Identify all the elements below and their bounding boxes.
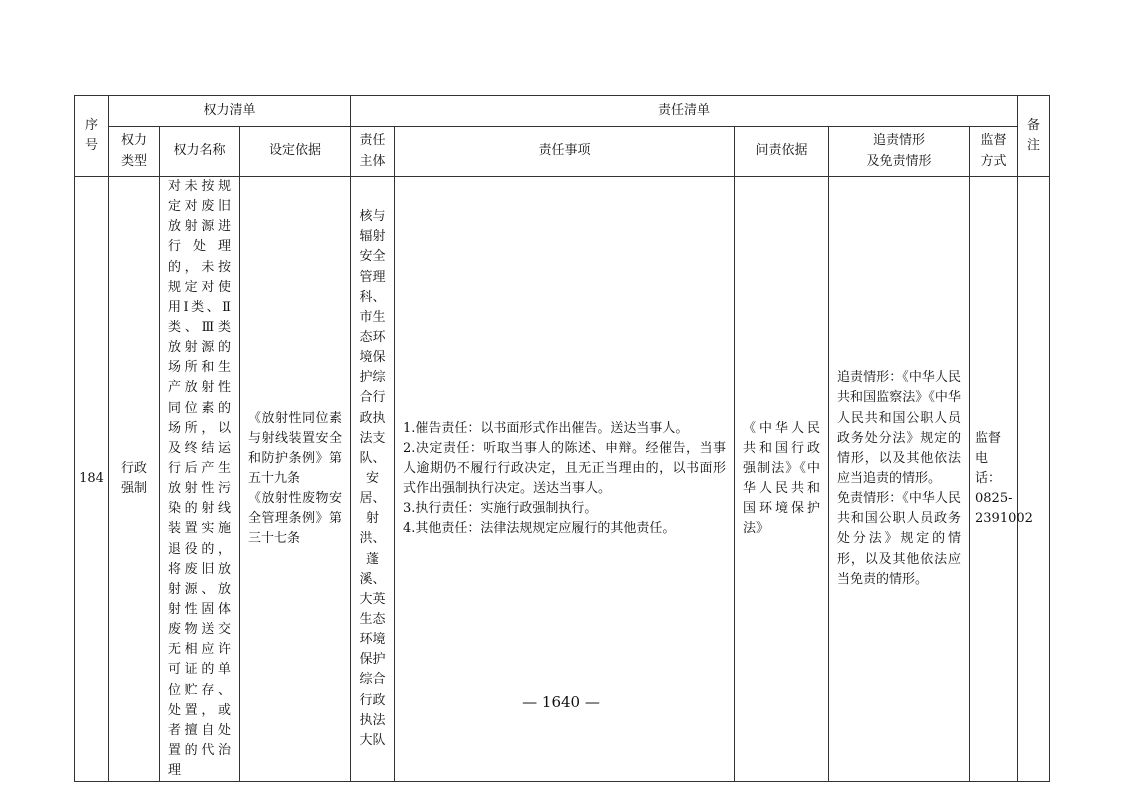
row-power-name: [160, 177, 240, 782]
header-seq: [75, 96, 109, 177]
header-responsibility-list: [351, 96, 1018, 127]
row-power-type: [109, 177, 160, 782]
page-number: — 1640 —: [522, 693, 600, 711]
header-remarks-label: 备 注: [1027, 117, 1041, 153]
row-power-name-value: 对未按规定对废旧放射源进行处理的，未按规定对使用Ⅰ类、Ⅱ类、Ⅲ类放射源的场所和生产放射性同位素的场所，以及终结运行后产生放射性污染的射线装置实施退役的，将废旧放射源、放射性固体废物送交无相应许可证的单位贮存、处置，或者擅自处置的代治理: [168, 179, 231, 779]
row-accountability-cases: [829, 177, 970, 782]
row-supervision-value: 监督 电话： 0825- 2391002: [975, 430, 1033, 527]
resp-item: 4.其他责任：法律法规规定应履行的其他责任。: [403, 521, 676, 537]
header-resp-list-label: 责任清单: [658, 102, 711, 118]
row-remarks: [1018, 177, 1050, 782]
header-seq-label: 序 号: [84, 117, 98, 153]
row-basis-item: 《放射性同位素与射线装置安全和防护条例》第五十九条: [248, 410, 342, 487]
header-resp-items: [395, 127, 735, 177]
accountability-case: 追责情形：《中华人民共和国监察法》《中华人民共和国公职人员政务处分法》规定的情形，以及其他依法应当追责的情形。: [837, 370, 961, 487]
row-power-type-value: 行政 强制: [120, 460, 147, 497]
header-power-name: [160, 127, 240, 177]
resp-item: 3.执行责任：实施行政强制执行。: [403, 501, 598, 517]
header-accountability-cases-label: 追责情形 及免责情形: [866, 133, 932, 169]
header-remarks: [1018, 96, 1050, 177]
header-power-name-label: 权力名称: [173, 143, 226, 159]
row-resp-subject: [351, 177, 395, 782]
header-resp-subject-label: 责任 主体: [359, 133, 386, 169]
row-resp-subject-value: 核与辐射安全管理科、市生态环境保护综合行政执法支队、安居、射洪、蓬溪、大英生态环境保护综合行政执法大队: [359, 209, 386, 748]
power-responsibility-table: [74, 95, 1050, 782]
row-supervision: [970, 177, 1033, 782]
header-supervision: [970, 127, 1018, 177]
row-seq: [75, 177, 109, 782]
header-accountability-basis-label: 问责依据: [755, 143, 808, 159]
resp-item: 2.决定责任：听取当事人的陈述、申辩。经催告，当事人逾期仍不履行行政决定，且无正当理由的，以书面形式作出强制执行决定。送达当事人。: [403, 440, 726, 497]
header-accountability-cases: [829, 127, 970, 177]
header-resp-items-label: 责任事项: [538, 143, 591, 159]
header-power-type-label: 权力 类型: [120, 133, 147, 169]
header-power-list: [109, 96, 351, 127]
row-accountability-basis-value: 《中华人民共和国行政强制法》《中华人民共和国环境保护法》: [743, 420, 820, 537]
header-supervision-label: 监督 方式: [980, 133, 1007, 169]
header-power-type: [109, 127, 160, 177]
table-row: [75, 177, 1050, 782]
header-basis-label: 设定依据: [268, 143, 321, 159]
row-basis: [240, 177, 351, 782]
header-resp-subject: [351, 127, 395, 177]
accountability-case: 免责情形：《中华人民共和国公职人员政务处分法》规定的情形，以及其他依法应当免责的情形。: [837, 491, 961, 587]
row-accountability-basis: [735, 177, 829, 782]
header-basis: [240, 127, 351, 177]
row-seq-value: 184: [79, 471, 104, 487]
header-power-list-label: 权力清单: [203, 102, 256, 118]
row-resp-items: [395, 177, 735, 782]
resp-item: 1.催告责任：以书面形式作出催告。送达当事人。: [403, 420, 689, 436]
header-accountability-basis: [735, 127, 829, 177]
row-basis-item: 《放射性废物安全管理条例》第三十七条: [248, 491, 342, 547]
